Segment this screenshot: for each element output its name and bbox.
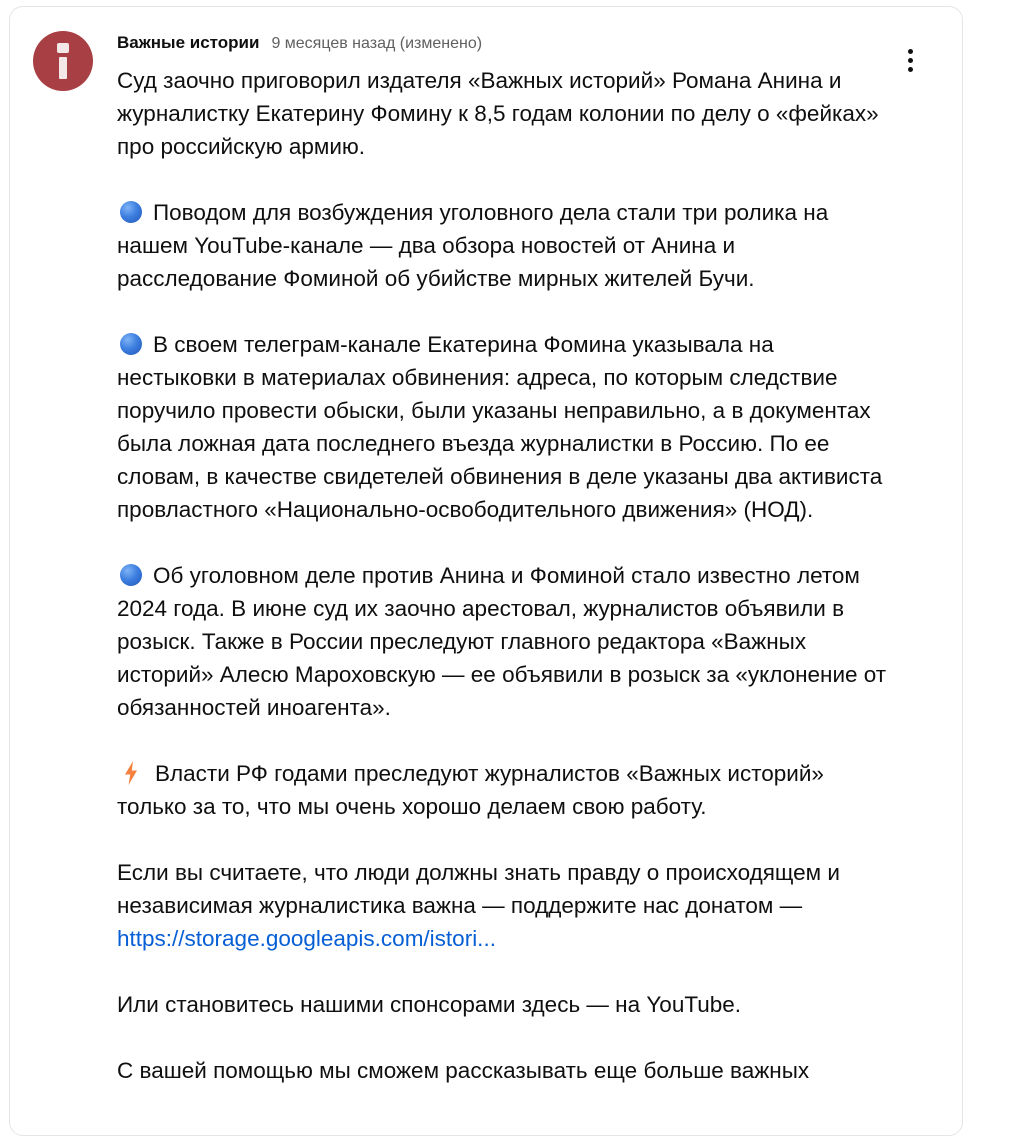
post-paragraph: Власти РФ годами преследуют журналистов «Важных историй» только за то, что мы очень хорошо делаем свою работу. — [117, 761, 824, 819]
post-paragraph: Суд заочно приговорил издателя «Важных историй» Романа Анина и журналистку Екатерину Фомину к 8,5 годам колонии по делу о «фейках» про российскую армию. — [117, 68, 879, 159]
post-timestamp[interactable]: 9 месяцев назад (изменено) — [271, 35, 483, 52]
post-paragraph: В своем телеграм-канале Екатерина Фомина указывала на нестыковки в материалах обвинения: адреса, по которым следствие поручило провести обыски, были указаны неправильно, а в документах была ложная дата последнего въезда журналистки в Россию. По ее словам, в качестве свидетелей обвинения в деле указаны два активиста провластного «Национально-освободительного движения» (НОД). — [117, 332, 883, 522]
blue-circle-icon — [120, 333, 142, 355]
blue-circle-icon — [120, 201, 142, 223]
post-text — [117, 64, 897, 1087]
post-paragraph: Если вы считаете, что люди должны знать правду о происходящем и независимая журналистика важна — поддержите нас донатом — https://storage.googleapis.com/istori... — [117, 860, 840, 951]
post-paragraph: Или становитесь нашими спонсорами здесь — на YouTube. — [117, 992, 742, 1017]
channel-name-link[interactable]: Важные истории — [117, 33, 260, 52]
channel-avatar[interactable] — [33, 31, 93, 91]
post-paragraph: С вашей помощью мы сможем рассказывать еще больше важных — [117, 1058, 810, 1083]
more-vert-icon — [908, 49, 913, 72]
channel-logo-icon — [57, 43, 69, 79]
lightning-icon — [124, 761, 138, 785]
post-header — [117, 33, 482, 57]
post-paragraph: Об уголовном деле против Анина и Фоминой стало известно летом 2024 года. В июне суд их заочно арестовал, журналистов объявили в розыск. Также в России преследуют главного редактора «Важных историй» Алесю Мароховскую — ее объявили в розыск за «уклонение от обязанностей иноагента». — [117, 563, 887, 720]
donate-link[interactable]: https://storage.googleapis.com/istori... — [117, 926, 496, 951]
post-paragraph: Поводом для возбуждения уголовного дела стали три ролика на нашем YouTube-канале — два обзора новостей от Анина и расследование Фоминой об убийстве мирных жителей Бучи. — [117, 200, 829, 291]
blue-circle-icon — [120, 564, 142, 586]
